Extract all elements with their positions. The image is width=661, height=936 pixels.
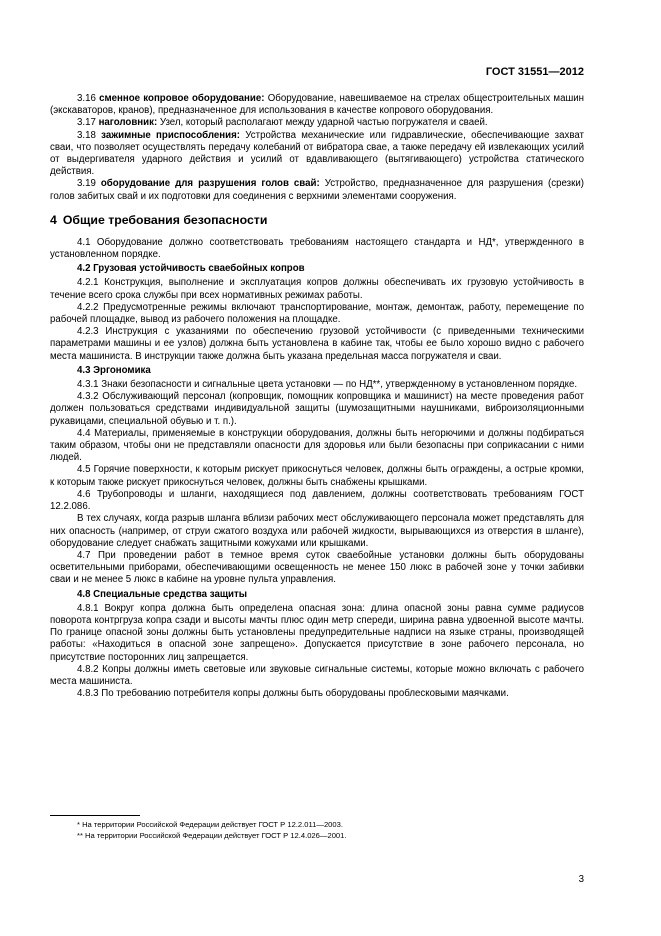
- paragraph-4-8-2: 4.8.2 Копры должны иметь световые или звуковые сигнальные системы, которые можно включать с рабочего места машиниста.: [50, 663, 584, 687]
- footnote-2: ** На территории Российской Федерации действует ГОСТ Р 12.4.026—2001.: [77, 831, 347, 840]
- paragraph-4-1: 4.1 Оборудование должно соответствовать требованиям настоящего стандарта и НД*, утвержденного в установленном порядке.: [50, 236, 584, 261]
- term-3-19: 3.19 оборудование для разрушения голов свай: Устройство, предназначенное для разрушения (срезки) голов забитых свай и их подготовки для соединения с верхними элементами сооружения.: [50, 178, 584, 202]
- page-number: 3: [578, 874, 584, 885]
- paragraph-4-2-1: 4.2.1 Конструкция, выполнение и эксплуатация копров должны обеспечивать их грузовую устойчивость в течение всего срока службы при всех нормативных режимах работы.: [50, 277, 584, 301]
- paragraph-4-2-3: 4.2.3 Инструкция с указаниями по обеспечению грузовой устойчивости (с приведенными техническими параметрами машины и ее узлов) должна быть установлена в кабине так, чтобы ее было хорошо видно с рабочего места машиниста. В инструкции также должна быть указана предельная масса погружателя и сваи.: [50, 326, 584, 362]
- paragraph-4-5: 4.5 Горячие поверхности, к которым рискует прикоснуться человек, должны быть ограждены, а острые кромки, к которым также рискует прикоснуться человек, должны быть снабжены крышками.: [50, 464, 584, 488]
- footnote-divider: [50, 815, 140, 816]
- paragraph-4-6-continued: В тех случаях, когда разрыв шланга вблизи рабочих мест обслуживающего персонала может представлять для них опасность (например, от струи сжатого воздуха или рабочей жидкости, вырывающихся из отверстия в шланге), оборудование следует снабжать защитными кожухами или крышками.: [50, 513, 584, 549]
- term-3-17: 3.17 наголовник: Узел, который располагают между ударной частью погружателя и сваей.: [77, 117, 488, 129]
- paragraph-4-7: 4.7 При проведении работ в темное время суток сваебойные установки должны быть оборудованы осветительными приборами, обеспечивающими освещенность не менее 150 люкс в рабочей зоне у точки забивки сваи и не менее 5 люкс в кабине на уровне пульта управления.: [50, 549, 584, 586]
- subsection-4-8-heading: 4.8 Специальные средства защиты: [77, 588, 247, 600]
- footnotes: [50, 819, 584, 841]
- term-3-16: 3.16 сменное копровое оборудование: Оборудование, навешиваемое на стрелах общестроительных машин (экскаваторов, кранов), предназначенное для использования в качестве копрового оборудования.: [50, 93, 584, 117]
- document-header: ГОСТ 31551—2012: [485, 66, 584, 78]
- subsection-4-3-heading: 4.3 Эргономика: [77, 364, 151, 376]
- term-3-18: 3.18 зажимные приспособления: Устройства механические или гидравлические, обеспечивающие захват сваи, что позволяет осуществлять передачу колебаний от вибратора свае, а также передачу ей извлекающих усилий от выдергивателя ударного действия и усилий от вдавливающего (вытягивающего) устройства статического действия.: [50, 129, 584, 178]
- paragraph-4-6: 4.6 Трубопроводы и шланги, находящиеся под давлением, должны соответствовать требованиям ГОСТ 12.2.086.: [50, 488, 584, 513]
- section-4-heading: 4 Общие требования безопасности: [50, 212, 268, 227]
- paragraph-4-3-1: 4.3.1 Знаки безопасности и сигнальные цвета установки — по НД**, утвержденному в установленном порядке.: [77, 379, 578, 391]
- paragraph-4-8-3: 4.8.3 По требованию потребителя копры должны быть оборудованы проблесковыми маячками.: [77, 688, 509, 700]
- subsection-4-2-heading: 4.2 Грузовая устойчивость сваебойных копров: [77, 263, 305, 275]
- footnote-1: * На территории Российской Федерации действует ГОСТ Р 12.2.011—2003.: [77, 820, 343, 829]
- paragraph-4-3-2: 4.3.2 Обслуживающий персонал (копровщик, помощник копровщика и машинист) на месте проведения работ должен пользоваться средствами индивидуальной защиты (шумозащитными наушниками, виброизоляционными рукавицами, специальной обувью и т. п.).: [50, 391, 584, 427]
- document-body: [50, 93, 584, 700]
- paragraph-4-4: 4.4 Материалы, применяемые в конструкции оборудования, должны быть негорючими и должны подбираться таким образом, чтобы они не представляли опасности для здоровья или были безопасны при соприкасании с ними людей.: [50, 427, 584, 464]
- paragraph-4-2-2: 4.2.2 Предусмотренные режимы включают транспортирование, монтаж, демонтаж, работу, перемещение по рабочей площадке, вывод из рабочего положения на площадке.: [50, 301, 584, 326]
- paragraph-4-8-1: 4.8.1 Вокруг копра должна быть определена опасная зона: длина опасной зоны равна сумме радиусов поворота контргруза копра сзади и высоты мачты плюс один метр спереди, ширина равна удвоенной высоте мачты. По границе опасной зоны должны быть установлены предупредительные надписи на языке страны, производящей работы: «Находиться в опасной зоне запрещено». Допускается присутствие в зоне рабочего персонала, но присутствие посторонних лиц запрещается.: [50, 602, 584, 663]
